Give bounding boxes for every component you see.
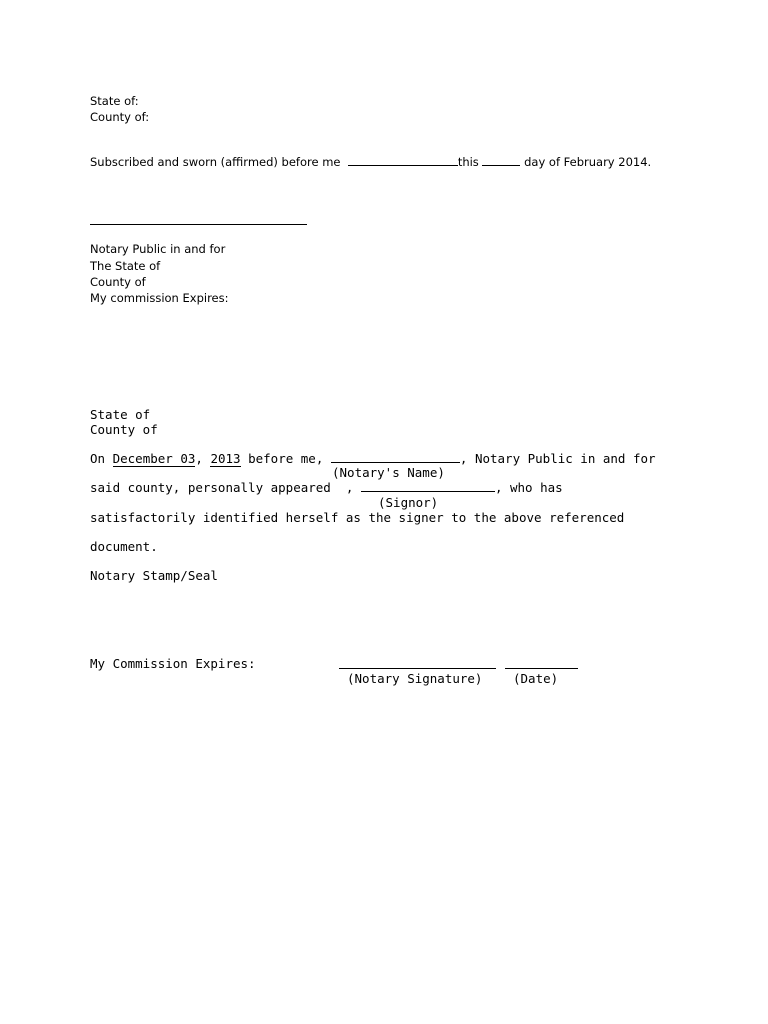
date-line[interactable] (505, 668, 578, 669)
notary-signature-line-2[interactable] (339, 668, 496, 669)
comma-2: , (345, 480, 354, 495)
sworn-text: Subscribed and sworn (affirmed) before me (90, 155, 341, 169)
day-blank[interactable] (482, 154, 520, 166)
notary-name-blank[interactable] (331, 451, 460, 463)
stamp-label: Notary Stamp/Seal (90, 568, 218, 583)
who-has-text: , who has (494, 480, 563, 495)
notary-line-1: Notary Public in and for (90, 242, 226, 256)
notary-line-3: County of (90, 275, 146, 289)
before-me: before me, (248, 451, 324, 466)
county-label-2: County of (90, 422, 158, 437)
acknowledgment-line-4: document. (90, 539, 158, 554)
this-label: this (457, 155, 479, 169)
notary-signature-caption: (Notary Signature) (347, 671, 483, 686)
said-county-text: said county, personally appeared (90, 480, 331, 495)
year-field[interactable]: 2013 (210, 451, 241, 466)
date-field[interactable]: December 03 (112, 451, 196, 466)
signor-blank[interactable] (361, 480, 495, 492)
acknowledgment-line-1 (90, 451, 656, 466)
sworn-name-blank[interactable] (348, 154, 458, 166)
signor-caption: (Signor) (378, 495, 439, 510)
state-label-2: State of (90, 407, 151, 422)
acknowledgment-line-2 (90, 480, 563, 495)
sworn-line (90, 154, 651, 170)
notary-name-caption: (Notary's Name) (332, 465, 445, 480)
notary-signature-line-1[interactable] (90, 224, 307, 225)
commission-expires-label: My Commission Expires: (90, 656, 256, 671)
date-caption: (Date) (513, 671, 559, 686)
county-label: County of: (90, 110, 150, 124)
day-text: day of February 2014. (524, 155, 652, 169)
notary-line-4: My commission Expires: (90, 291, 229, 305)
comma: , (195, 451, 203, 466)
on-label: On (90, 451, 106, 466)
acknowledgment-line-3: satisfactorily identified herself as the signer to the above referenced (90, 510, 625, 525)
notary-public-text: , Notary Public in and for (459, 451, 656, 466)
state-label: State of: (90, 94, 139, 108)
notary-line-2: The State of (90, 259, 161, 273)
